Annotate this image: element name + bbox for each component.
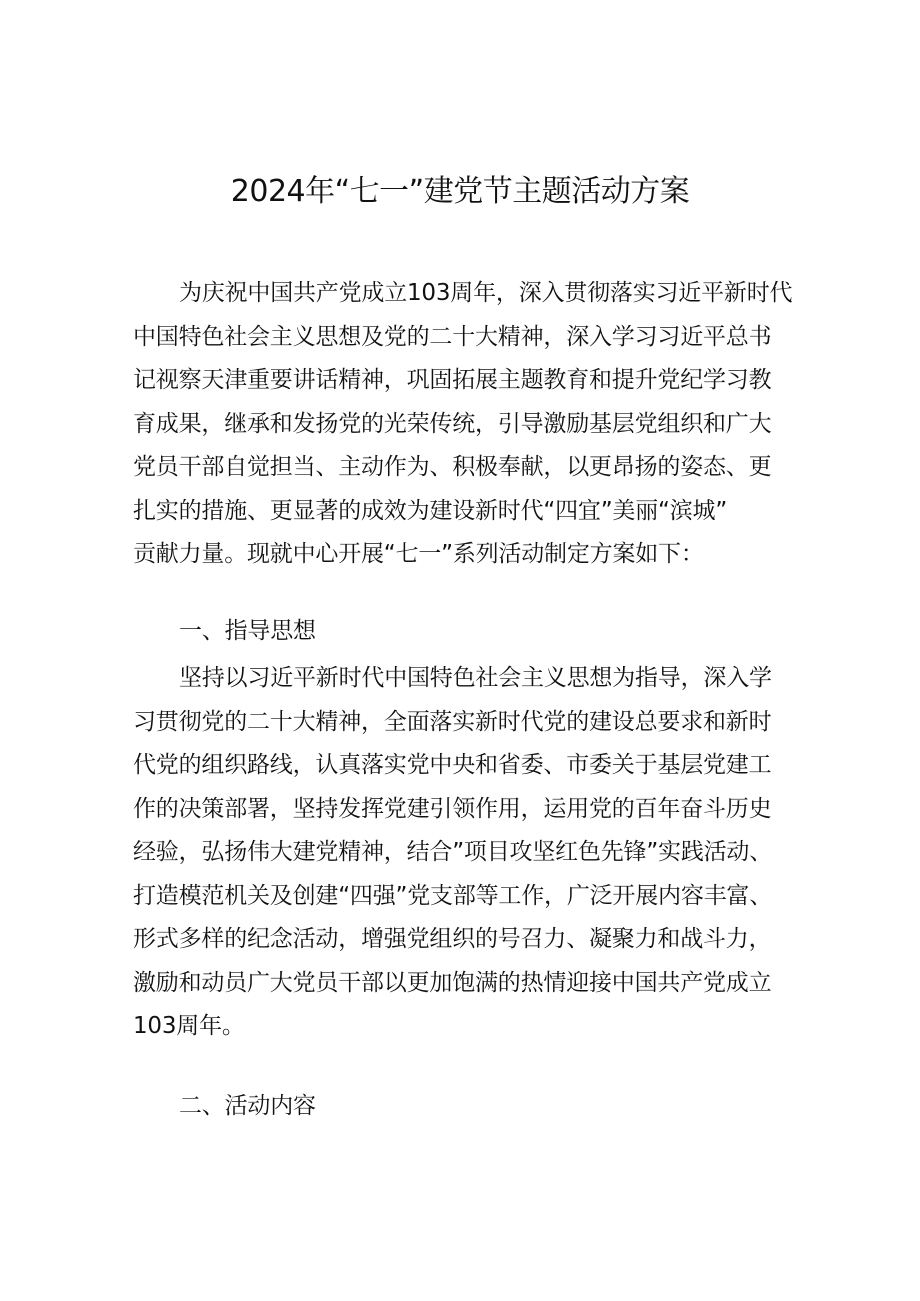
paragraph-line: 习贯彻党的二十大精神，全面落实新时代党的建设总要求和新时 [133, 708, 772, 735]
paragraph-line: 代党的组织路线，认真落实党中央和省委、市委关于基层党建工 [133, 752, 772, 778]
paragraph-line: 打造模范机关及创建“四强”党支部等工作，广泛开展内容丰富、 [133, 882, 773, 909]
paragraph-line: 经验，弘扬伟大建党精神，结合”项目攻坚红色先锋”实践活动、 [133, 839, 773, 865]
paragraph-line: 为庆祝中国共产党成立103周年，深入贯彻落实习近平新时代 [179, 280, 793, 306]
paragraph-line: 扎实的措施、更显著的成效为建设新时代“四宜”美丽“滨城” [133, 497, 728, 524]
paragraph-line: 坚持以习近平新时代中国特色社会主义思想为指导，深入学 [179, 665, 772, 691]
intro-paragraph [133, 272, 803, 577]
section-heading-text: 二、活动内容 [179, 1093, 316, 1119]
paragraph-line: 育成果，继承和发扬党的光荣传统，引导激励基层党组织和广大 [133, 410, 772, 437]
paragraph-line: 党员干部自觉担当、主动作为、积极奉献，以更昂扬的姿态、更 [133, 454, 772, 480]
document-title: 2024年“七一”建党节主题活动方案 [230, 174, 690, 209]
paragraph-line: 记视察天津重要讲话精神，巩固拓展主题教育和提升党纪学习教 [133, 367, 772, 393]
paragraph-line: 激励和动员广大党员干部以更加饱满的热情迎接中国共产党成立 [133, 969, 772, 996]
paragraph-line: 103周年。 [133, 1013, 245, 1039]
guiding-ideology-paragraph [133, 657, 803, 1049]
section-heading-text: 一、指导思想 [179, 618, 316, 644]
paragraph-line: 形式多样的纪念活动，增强党组织的号召力、凝聚力和战斗力， [133, 926, 772, 952]
paragraph-line: 贡献力量。现就中心开展“七一”系列活动制定方案如下： [133, 541, 704, 567]
section-heading-guiding-ideology [133, 610, 803, 654]
section-heading-activity-content [133, 1085, 803, 1129]
paragraph-line: 中国特色社会主义思想及党的二十大精神，深入学习习近平总书 [133, 323, 772, 350]
paragraph-line: 作的决策部署，坚持发挥党建引领作用，运用党的百年奋斗历史 [133, 795, 772, 822]
